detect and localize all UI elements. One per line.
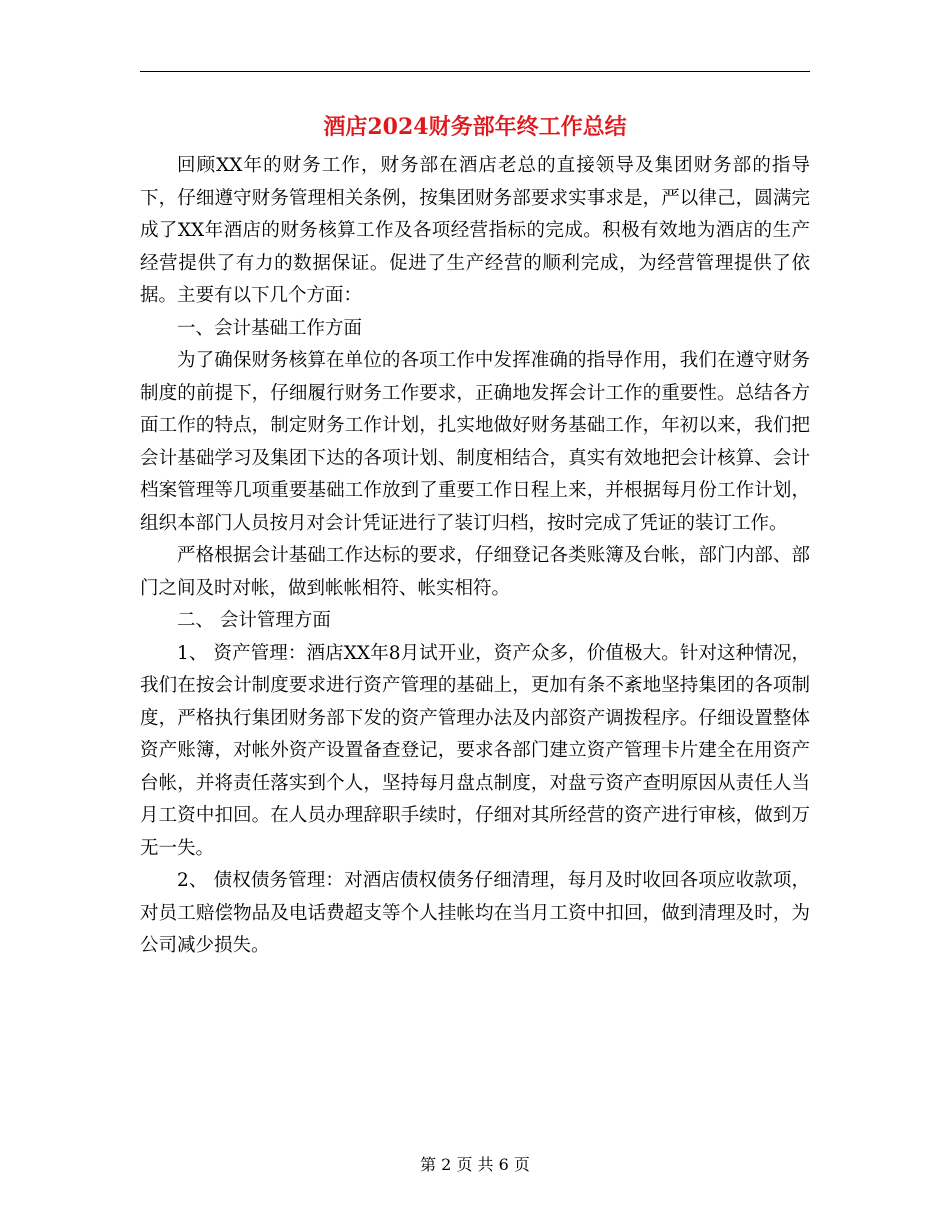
section-heading-accounting-basics: 一、会计基础工作方面: [177, 317, 363, 339]
intro-paragraph: 回顾XX年的财务工作，财务部在酒店老总的直接领导及集团财务部的指导下，仔细遵守财务管理相关条例，按集团财务部要求实事求是，严以律己，圆满完成了XX年酒店的财务核算工作及各项经营指标的完成。积极有效地为酒店的生产经营提供了有力的数据保证。促进了生产经营的顺利完成，为经营管理提供了依据。主要有以下几个方面：: [140, 155, 810, 306]
asset-management-paragraph: 1、 资产管理：酒店XX年8月试开业，资产众多，价值极大。针对这种情况，我们在按会计制度要求进行资产管理的基础上，更加有条不紊地坚持集团的各项制度，严格执行集团财务部下发的资产管理办法及内部资产调拨程序。仔细设置整体资产账簿，对帐外资产设置备查登记，要求各部门建立资产管理卡片建全在用资产台帐，并将责任落实到个人，坚持每月盘点制度，对盘亏资产查明原因从责任人当月工资中扣回。在人员办理辞职手续时，仔细对其所经营的资产进行审核，做到万无一失。: [140, 642, 810, 859]
debt-management-paragraph: 2、 债权债务管理：对酒店债权债务仔细清理，每月及时收回各项应收款项，对员工赔偿物品及电话费超支等个人挂帐均在当月工资中扣回，做到清理及时，为公司减少损失。: [140, 870, 810, 956]
document-body: [140, 150, 810, 963]
page-number: 第 2 页 共 6 页: [420, 1155, 530, 1174]
document-title: 酒店2024财务部年终工作总结: [323, 114, 627, 140]
header-rule: [140, 71, 810, 72]
body-paragraph: 严格根据会计基础工作达标的要求，仔细登记各类账簿及台帐，部门内部、部门之间及时对帐，做到帐帐相符、帐实相符。: [140, 545, 810, 599]
body-paragraph: 为了确保财务核算在单位的各项工作中发挥准确的指导作用，我们在遵守财务制度的前提下，仔细履行财务工作要求，正确地发挥会计工作的重要性。总结各方面工作的特点，制定财务工作计划，扎实地做好财务基础工作，年初以来，我们把会计基础学习及集团下达的各项计划、制度相结合，真实有效地把会计核算、会计档案管理等几项重要基础工作放到了重要工作日程上来，并根据每月份工作计划，组织本部门人员按月对会计凭证进行了装订归档，按时完成了凭证的装订工作。: [140, 350, 810, 534]
section-heading-accounting-management: 二、 会计管理方面: [177, 610, 331, 631]
